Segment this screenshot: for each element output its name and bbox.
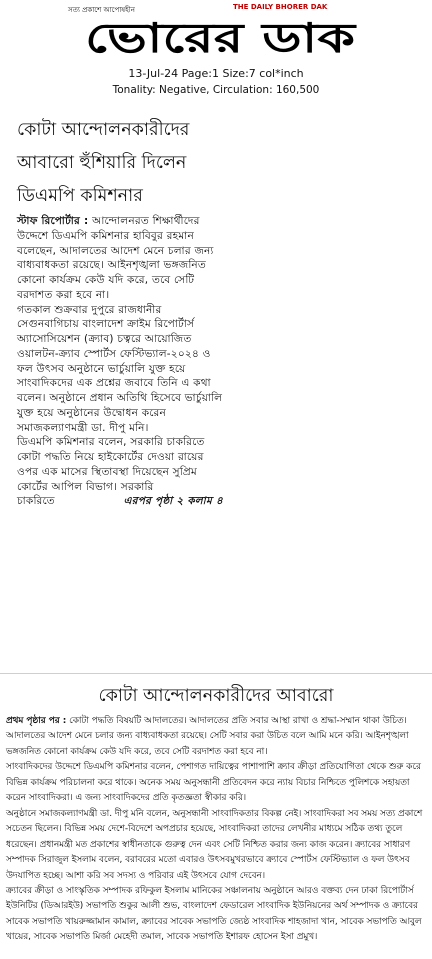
logo-text: ভোরের ডাক [85, 14, 357, 61]
clipping-meta-date-page-size: 13-Jul-24 Page:1 Size:7 col*inch [128, 67, 304, 80]
continuation-label: প্রথম পৃষ্ঠার পর : [6, 716, 67, 726]
article-paragraph-2: গতকাল শুক্রবার দুপুরে রাজধানীর সেগুনবাগিচায় বাংলাদেশ ক্রাইম রিপোর্টার্স অ্যাসোসিয়েশন (ক্র্যাব) চত্বরে আয়োজিত ওয়ালটন-ক্র্যাব স্পোর্টস ফেস্টিভ্যাল-২০২৪ ও ফল উৎসব অনুষ্ঠানে ভার্চুয়ালি যুক্ত হয়ে সাংবাদিকদের এক প্রশ্নের জবাবে তিনি এ কথা বলেন। অনুষ্ঠানে প্রধান অতিথি হিসেবে ভার্চুয়ালি যুক্ত হয়ে অনুষ্ঠানের উদ্বোধন করেন সমাজকল্যাণমন্ত্রী ডা. দীপু মনি। [17, 303, 223, 434]
byline: স্টাফ রিপোর্টার : [17, 215, 89, 227]
newspaper-logo [83, 11, 358, 61]
article-paragraph-3: ডিএমপি কমিশনার বলেন, সরকারি চাকরিতে কোটা পদ্ধতি নিয়ে হাইকোর্টের দেওয়া রায়ের ওপর এক মাসের স্থিতাবস্থা দিয়েছেন সুপ্রিম কোর্টের আপিল বিভাগ। সরকারি [17, 436, 205, 493]
continuation-note: এরপর পৃষ্ঠা ২ কলাম ৪ [123, 495, 223, 508]
continuation-row [17, 494, 223, 509]
continuation-paragraph-2: সাংবাদিকদের উদ্দেশে ডিএমপি কমিশনার বলেন, পেশাগত দায়িত্বের পাশাপাশি ক্র্যাব ক্রীড়া প্রতিযোগিতা থেকে শুরু করে বিভিন্ন কার্যক্রম পরিচালনা করে থাকে। অনেক সময় অনুসন্ধানী প্রতিবেদন করে ন্যায় বিচার নিশ্চিতে পুলিশকে সহায়তা করেন সাংবাদিকরা। এ জন্য সাংবাদিকদের প্রতি কৃতজ্ঞতা স্বীকার করি। [6, 762, 421, 804]
masthead-english-name: THE DAILY BHORER DAK [233, 3, 328, 11]
last-line-text: চাকরিতে [17, 495, 55, 508]
continuation-headline: কোটা আন্দোলনকারীদের আবারো [98, 686, 334, 706]
continuation-paragraph-3: অনুষ্ঠানে সমাজকল্যাণমন্ত্রী ডা. দীপু মনি বলেন, অনুসন্ধানী সাংবাদিকতার বিকল্প নেই। সাংবাদিকরা সব সময় সত্য প্রকাশে সচেতন ছিলেন। বিভিন্ন সময় দেশে-বিদেশে অপপ্রচার হয়েছে, সাংবাদিকরা তাদের লেখনীর মাধ্যমে সঠিক তথ্য তুলে ধরেছেন। প্রধানমন্ত্রী মত প্রকাশের স্বাধীনতাকে গুরুত্ব দেন এবং সেটি নিশ্চিত করার জন্য কাজ করেন। ক্র্যাবের সাধারণ সম্পাদক সিরাজুল ইসলাম বলেন, বরাবরের মতো এবারও উৎসবমুখরভাবে ক্র্যাবে স্পোর্টস ফেস্টিভ্যাল ও ফল উৎসব উদযাপিত হচ্ছে। আশা করি সব সদস্য ও পরিবার এই উৎসবে যোগ দেবেন। [6, 808, 423, 881]
article-paragraph-1: স্টাফ রিপোর্টার : আন্দোলনরত শিক্ষার্থীদের উদ্দেশে ডিএমপি কমিশনার হাবিবুর রহমান বলেছেন, আদালতের আদেশ মেনে চলার জন্য বাধ্যবাধকতা রয়েছে। আইনশৃঙ্খলা ভঙ্গজনিত কোনো কার্যক্রম কেউ যদি করে, তবে সেটি বরদাশত করা হবে না। [17, 215, 214, 301]
headline-line-1: কোটা আন্দোলনকারীদের [17, 120, 190, 140]
masthead-tagline: সত্য প্রকাশে আপোষহীন [68, 6, 135, 14]
article-headline [17, 114, 222, 213]
section-divider [0, 673, 432, 674]
headline-line-2: আবারো হুঁশিয়ারি দিলেন [17, 153, 187, 173]
clipping-meta-tonality-circulation: Tonality: Negative, Circulation: 160,500 [112, 84, 320, 96]
headline-line-3: ডিএমপি কমিশনার [17, 186, 143, 206]
article-body [17, 214, 223, 509]
continuation-paragraph-4: ক্র্যাবের ক্রীড়া ও সাংস্কৃতিক সম্পাদক রফিকুল ইসলাম মানিকের সঞ্চালনায় অনুষ্ঠানে আরও বক্তব্য দেন ঢাকা রিপোর্টার্স ইউনিটির (ডিআরইউ) সভাপতি শুকুর আলী শুভ, বাংলাদেশ ফেডারেল সাংবাদিক ইউনিয়নের অর্থ সম্পাদক ও ক্র্যাবের সাবেক সভাপতি খায়রুজ্জামান কামাল, ক্র্যাবের সাবেক সভাপতি জ্যেষ্ঠ সাংবাদিক শাহজাদা খান, সাবেক সভাপতি আবুল খায়ের, সাবেক সভাপতি মির্জা মেহেদী তমাল, সাবেক সভাপতি ইশারফ হোসেন ইসা প্রমুখ। [6, 885, 422, 943]
continuation-paragraph-1: প্রথম পৃষ্ঠার পর : কোটা পদ্ধতি বিষয়টি আদালতের। আদালতের প্রতি সবার আস্থা রাখা ও শ্রদ্ধা-সম্মান থাকা উচিত। আদালতের আদেশ মেনে চলার জন্য বাধ্যবাধকতা রয়েছে। সেটি সবার করা উচিত বলে আমি মনে করি। আইনশৃঙ্খলা ভঙ্গজনিত কোনো কার্যক্রম কেউ যদি করে, তবে সেটি বরদাশত করা হবে না। [6, 716, 409, 757]
continuation-body [6, 714, 428, 946]
